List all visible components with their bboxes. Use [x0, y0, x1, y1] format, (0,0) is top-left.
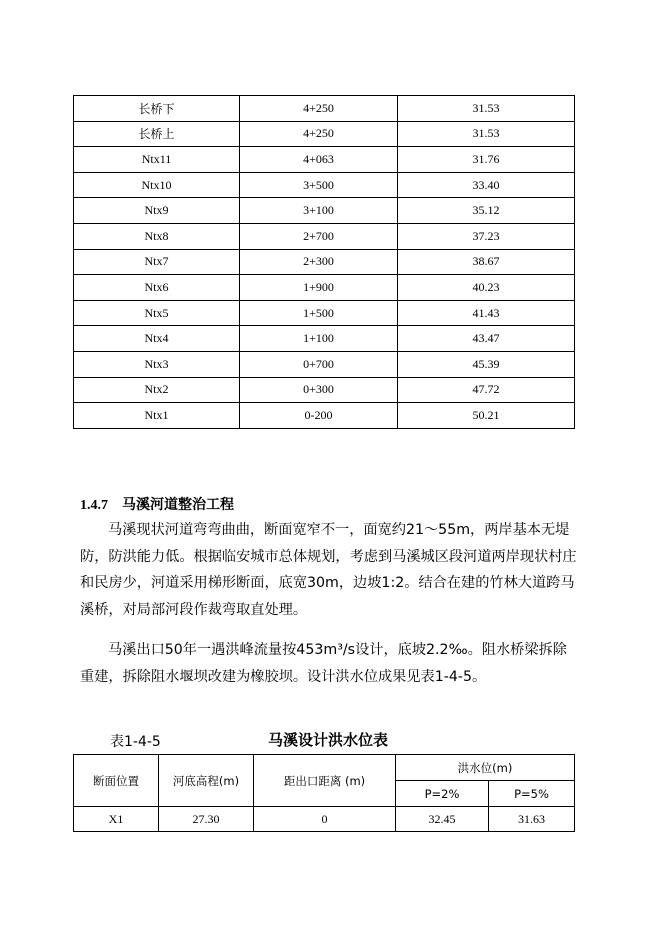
table-cell: 31.53 — [398, 121, 575, 147]
table-cell: X1 — [74, 807, 159, 832]
table-cell: Ntx6 — [74, 275, 240, 301]
paragraph-1: 马溪现状河道弯弯曲曲，断面宽窄不一，面宽约21～55m，两岸基本无堤防，防洪能力低。根据临安城市总体规划，考虑到马溪城区段河道两岸现状村庄和民房少，河道采用梯形断面，底宽30m，边坡1:2。结合在建的竹林大道跨马溪桥，对局部河段作裁弯取直处理。 — [80, 522, 577, 618]
table-row — [74, 198, 575, 224]
table-cell: 1+900 — [240, 275, 398, 301]
table-row — [74, 223, 575, 249]
header-distance-from-outlet: 距出口距离 (m) — [254, 755, 396, 807]
table-row — [74, 172, 575, 198]
header-p5: P=5% — [489, 781, 575, 807]
table-cell: 2+700 — [240, 223, 398, 249]
table-cell: 4+250 — [240, 121, 398, 147]
table-cell: 45.39 — [398, 351, 575, 377]
table-cell: 0 — [254, 807, 396, 832]
table-cell: 3+500 — [240, 172, 398, 198]
table-cell: 27.30 — [159, 807, 254, 832]
table-cell: Ntx8 — [74, 223, 240, 249]
table-cell: 0+700 — [240, 351, 398, 377]
table-cell: Ntx11 — [74, 147, 240, 173]
section-heading — [80, 494, 234, 514]
table-cell: 35.12 — [398, 198, 575, 224]
table-cell: Ntx10 — [74, 172, 240, 198]
table-cell: 33.40 — [398, 172, 575, 198]
table-cell: 长桥下 — [74, 96, 240, 122]
table-row — [74, 351, 575, 377]
table-cell: Ntx1 — [74, 403, 240, 429]
header-riverbed-elevation: 河底高程(m) — [159, 755, 254, 807]
table-cell: 4+063 — [240, 147, 398, 173]
table-cell: 43.47 — [398, 326, 575, 352]
table-row — [74, 377, 575, 403]
table-row — [74, 807, 575, 832]
table-cell: 3+100 — [240, 198, 398, 224]
table-caption-title: 马溪设计洪水位表 — [268, 731, 389, 749]
table-cell: Ntx7 — [74, 249, 240, 275]
table-cell: Ntx3 — [74, 351, 240, 377]
table-cell: Ntx4 — [74, 326, 240, 352]
table-caption-number: 表1-4-5 — [110, 734, 161, 750]
table-cell: 50.21 — [398, 403, 575, 429]
table-cell: 47.72 — [398, 377, 575, 403]
table-cell: 32.45 — [396, 807, 489, 832]
table-row — [74, 147, 575, 173]
table-cell: 41.43 — [398, 300, 575, 326]
table-cell: 38.67 — [398, 249, 575, 275]
table-row — [74, 121, 575, 147]
table-cell: 1+500 — [240, 300, 398, 326]
table-row — [74, 300, 575, 326]
section-number: 1.4.7 — [80, 498, 108, 513]
header-flood-level: 洪水位(m) — [396, 755, 575, 781]
table-cell: 0-200 — [240, 403, 398, 429]
table-row — [74, 326, 575, 352]
water-level-table — [73, 95, 575, 429]
header-p2: P=2% — [396, 781, 489, 807]
table-cell: 31.76 — [398, 147, 575, 173]
section-title: 马溪河道整治工程 — [122, 497, 234, 513]
table-cell: 37.23 — [398, 223, 575, 249]
table-cell: Ntx5 — [74, 300, 240, 326]
table-cell: 4+250 — [240, 96, 398, 122]
table-row — [74, 96, 575, 122]
table-cell: 1+100 — [240, 326, 398, 352]
table-cell: 31.53 — [398, 96, 575, 122]
table-cell: 31.63 — [489, 807, 575, 832]
table-cell: Ntx9 — [74, 198, 240, 224]
paragraph-2: 马溪出口50年一遇洪峰流量按453m³/s设计，底坡2.2‰。阻水桥梁拆除重建，拆除阻水堰坝改建为橡胶坝。设计洪水位成果见表1-4-5。 — [80, 642, 567, 685]
table-cell: 2+300 — [240, 249, 398, 275]
table-row — [74, 403, 575, 429]
header-section-position: 断面位置 — [74, 755, 159, 807]
table-cell: 0+300 — [240, 377, 398, 403]
table-cell: 长桥上 — [74, 121, 240, 147]
table-row — [74, 249, 575, 275]
flood-level-table — [73, 754, 575, 832]
table-cell: Ntx2 — [74, 377, 240, 403]
table-cell: 40.23 — [398, 275, 575, 301]
table-row — [74, 275, 575, 301]
